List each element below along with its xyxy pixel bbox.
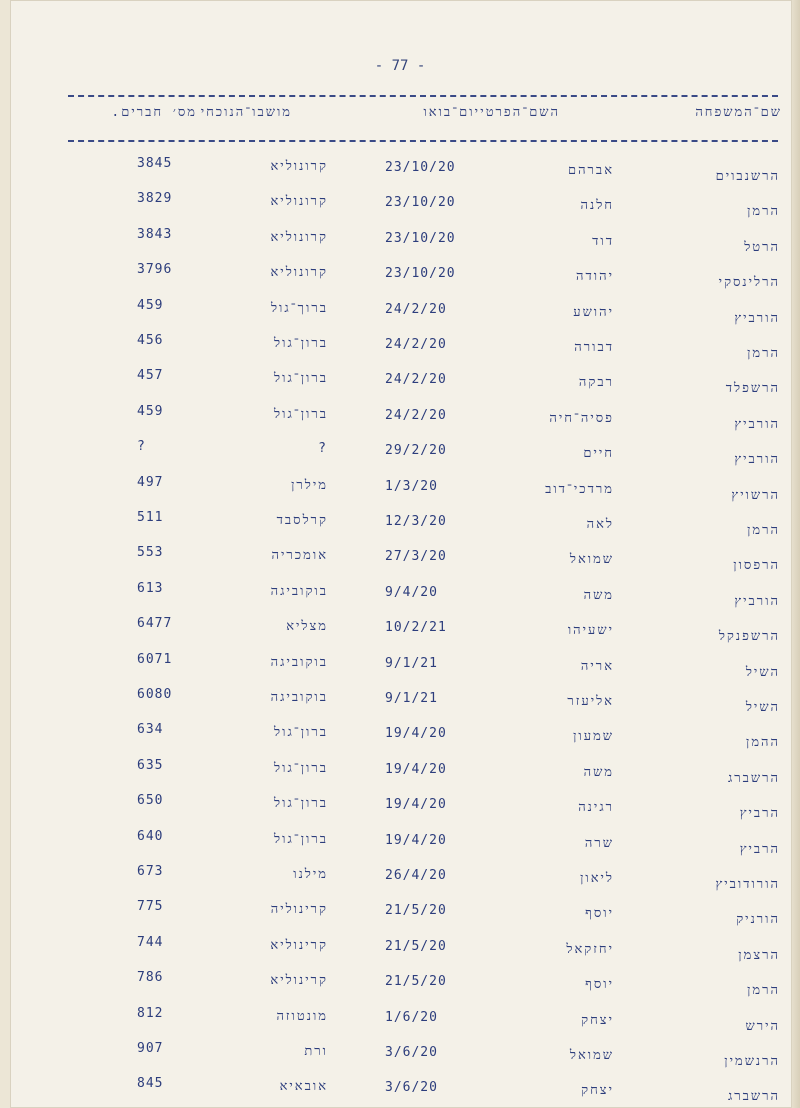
cell-surname: הורניק: [736, 912, 780, 928]
cell-place: ברון־גול: [274, 406, 328, 422]
cell-place: ברון־גול: [274, 725, 328, 741]
cell-surname: הרלינסקי: [718, 275, 780, 291]
cell-surname: הרמן: [747, 204, 780, 220]
cell-members-no: 6477: [137, 616, 173, 632]
cell-members-no: 812: [137, 1005, 164, 1021]
cell-arrival-date: 10/2/21: [385, 620, 447, 636]
cell-surname: הרמן: [747, 983, 780, 999]
header-first-name: השם־הפרטי: [480, 105, 560, 120]
cell-members-no: 459: [137, 297, 164, 313]
cell-first-name: משה: [583, 764, 614, 780]
cell-place: קרינוליא: [270, 973, 328, 989]
cell-surname: הרשברג: [727, 770, 780, 786]
cell-place: מצליא: [286, 619, 328, 635]
cell-arrival-date: 27/3/20: [385, 549, 447, 565]
cell-members-no: 3843: [137, 226, 173, 242]
cell-place: ברון־גול: [274, 336, 328, 351]
cell-arrival-date: 3/6/20: [385, 1045, 438, 1060]
cell-first-name: יהודה: [576, 269, 614, 285]
cell-arrival-date: 23/10/20: [385, 160, 456, 175]
cell-surname: השיל: [745, 664, 780, 680]
cell-surname: הרביץ: [739, 806, 780, 822]
cell-first-name: פסיה־חיה: [549, 410, 614, 426]
cell-arrival-date: 19/4/20: [385, 726, 447, 742]
cell-members-no: 457: [137, 368, 164, 384]
cell-first-name: שמואל: [569, 552, 614, 568]
cell-first-name: רגינה: [578, 800, 614, 816]
cell-surname: הרמן: [747, 523, 780, 538]
cell-surname: הורביץ: [734, 452, 780, 468]
cell-place: ברוך־גול: [270, 300, 328, 316]
cell-surname: ההמן: [746, 735, 780, 751]
cell-members-no: 907: [137, 1041, 164, 1056]
cell-place: ברון־גול: [274, 371, 328, 387]
cell-first-name: דוד: [592, 233, 614, 249]
cell-first-name: יצחק: [581, 1012, 614, 1028]
cell-first-name: שמעון: [573, 729, 614, 745]
cell-first-name: יוסף: [585, 906, 614, 922]
cell-place: קרונוליא: [270, 265, 328, 281]
cell-first-name: מרדכי־דוב: [545, 481, 614, 497]
cell-arrival-date: 23/10/20: [385, 266, 456, 282]
cell-surname: הורודוביץ: [715, 877, 780, 892]
cell-members-no: 786: [137, 970, 164, 986]
cell-first-name: לאה: [586, 517, 614, 532]
cell-arrival-date: 19/4/20: [385, 797, 447, 813]
cell-members-no: 640: [137, 828, 164, 844]
cell-place: קרינוליה: [270, 902, 328, 918]
cell-arrival-date: 1/3/20: [385, 478, 438, 494]
cell-surname: הרמן: [747, 346, 780, 361]
cell-first-name: יחזקאל: [566, 941, 614, 957]
cell-members-no: 775: [137, 899, 164, 915]
cell-first-name: יצחק: [581, 1083, 614, 1099]
cell-arrival-date: 3/6/20: [385, 1080, 438, 1096]
cell-surname: הורביץ: [734, 416, 780, 432]
cell-surname: הרשנבוים: [715, 169, 780, 184]
header-members-no: מס׳ חברים.: [111, 105, 197, 120]
cell-place: ?: [318, 441, 328, 457]
cell-first-name: ישעיהו: [567, 623, 614, 639]
cell-arrival-date: 9/4/20: [385, 584, 438, 600]
cell-members-no: 553: [137, 545, 164, 561]
cell-surname: הרפסון: [733, 558, 780, 574]
cell-place: אומכריה: [271, 548, 328, 564]
cell-arrival-date: 12/3/20: [385, 514, 447, 529]
cell-members-no: 511: [137, 510, 164, 525]
cell-first-name: שרה: [584, 835, 614, 851]
cell-members-no: 6080: [137, 687, 173, 702]
cell-place: ברון־גול: [274, 831, 328, 847]
cell-surname: הרצמן: [738, 947, 780, 963]
cell-arrival-date: 23/10/20: [385, 195, 456, 211]
cell-members-no: 744: [137, 934, 164, 950]
cell-first-name: משה: [583, 587, 614, 603]
cell-surname: הירש: [745, 1018, 780, 1034]
page-number: - 77 -: [374, 58, 426, 74]
cell-members-no: 634: [137, 722, 164, 738]
cell-members-no: 635: [137, 757, 164, 773]
cell-place: קרונוליא: [270, 159, 328, 174]
cell-place: מונטוזה: [276, 1008, 328, 1024]
cell-members-no: 650: [137, 793, 164, 809]
cell-members-no: 456: [137, 333, 164, 348]
cell-members-no: 3845: [137, 156, 173, 171]
cell-members-no: ?: [137, 439, 146, 455]
cell-arrival-date: 24/2/20: [385, 337, 447, 352]
cell-place: קרונוליא: [270, 194, 328, 210]
cell-arrival-date: 29/2/20: [385, 443, 447, 459]
cell-surname: השיל: [745, 700, 780, 715]
cell-surname: הרנשמין: [724, 1054, 780, 1069]
header-arrival-date: יום־בואו: [423, 105, 480, 120]
cell-arrival-date: 1/6/20: [385, 1009, 438, 1025]
cell-arrival-date: 21/5/20: [385, 974, 447, 990]
cell-arrival-date: 24/2/20: [385, 301, 447, 317]
cell-first-name: חיים: [583, 446, 614, 462]
cell-members-no: 459: [137, 403, 164, 419]
cell-place: קרינוליא: [270, 937, 328, 953]
cell-arrival-date: 23/10/20: [385, 230, 456, 246]
cell-place: בוקוביגה: [270, 654, 328, 670]
header-surname: שם־המשפחה: [695, 105, 782, 120]
cell-surname: הרשויץ: [731, 487, 780, 503]
cell-first-name: אריה: [580, 658, 614, 674]
cell-first-name: רבקה: [578, 375, 614, 391]
cell-first-name: אברהם: [567, 163, 614, 178]
cell-place: קרונוליא: [270, 229, 328, 245]
cell-first-name: שמואל: [569, 1048, 614, 1063]
cell-place: ורת: [304, 1044, 328, 1059]
cell-members-no: 6071: [137, 651, 173, 667]
cell-surname: הרשפלד: [725, 381, 780, 397]
cell-surname: הורביץ: [734, 310, 780, 326]
cell-surname: הורביץ: [734, 593, 780, 609]
cell-first-name: אליעזר: [567, 694, 614, 709]
cell-first-name: יהושע: [573, 304, 614, 320]
cell-place: ברון־גול: [274, 796, 328, 812]
cell-arrival-date: 19/4/20: [385, 832, 447, 848]
cell-members-no: 613: [137, 580, 164, 596]
cell-surname: הרטל: [744, 239, 780, 255]
cell-surname: הרשברג: [727, 1089, 780, 1105]
cell-first-name: דבורה: [574, 340, 614, 355]
cell-place: מילרן: [291, 477, 328, 493]
cell-first-name: יוסף: [585, 977, 614, 993]
cell-place: קרלסבד: [276, 513, 328, 528]
cell-place: אובאיא: [279, 1079, 328, 1095]
cell-place: ברון־גול: [274, 760, 328, 776]
cell-arrival-date: 19/4/20: [385, 761, 447, 777]
cell-arrival-date: 9/1/21: [385, 655, 438, 671]
cell-arrival-date: 9/1/21: [385, 691, 438, 706]
header-place: מושבו־הנוכחי: [200, 105, 292, 120]
cell-first-name: חלנה: [580, 198, 614, 214]
cell-arrival-date: 21/5/20: [385, 938, 447, 954]
cell-arrival-date: 24/2/20: [385, 407, 447, 423]
cell-members-no: 497: [137, 474, 164, 490]
cell-surname: הרשפנקל: [718, 629, 780, 645]
cell-members-no: 673: [137, 864, 164, 879]
cell-members-no: 3829: [137, 191, 173, 207]
cell-arrival-date: 24/2/20: [385, 372, 447, 388]
cell-place: בוקוביגה: [270, 690, 328, 705]
cell-members-no: 3796: [137, 262, 173, 278]
cell-arrival-date: 26/4/20: [385, 868, 447, 883]
cell-arrival-date: 21/5/20: [385, 903, 447, 919]
cell-members-no: 845: [137, 1076, 164, 1092]
cell-first-name: ליאון: [580, 871, 614, 886]
cell-place: בוקוביגה: [270, 583, 328, 599]
cell-surname: הרביץ: [739, 841, 780, 857]
cell-place: מילנו: [293, 867, 328, 882]
